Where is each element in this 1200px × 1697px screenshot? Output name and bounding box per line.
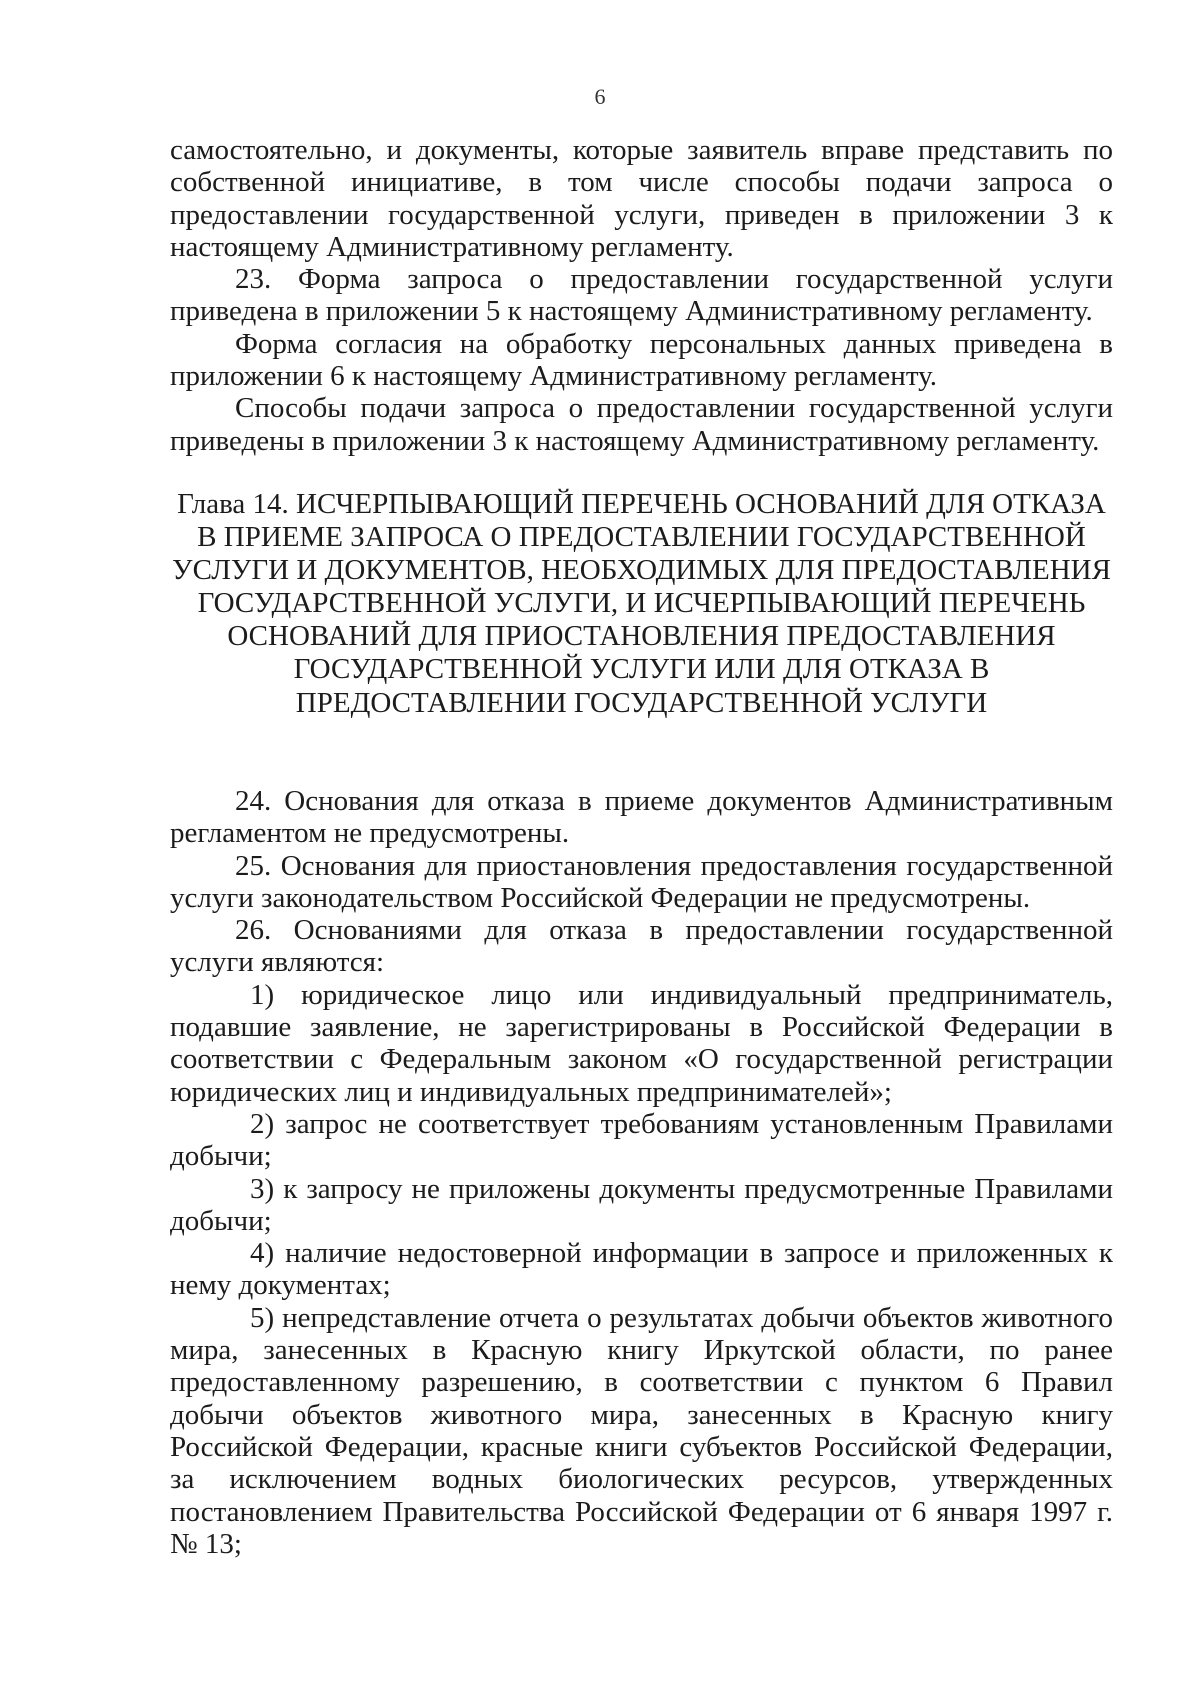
paragraph-24: 24. Основания для отказа в приеме документов Административным регламентом не предусмотрены.: [170, 785, 1113, 850]
chapter-heading: Глава 14. ИСЧЕРПЫВАЮЩИЙ ПЕРЕЧЕНЬ ОСНОВАНИЙ ДЛЯ ОТКАЗА В ПРИЕМЕ ЗАПРОСА О ПРЕДОСТАВЛЕНИИ ГОСУДАРСТВЕННОЙ УСЛУГИ И ДОКУМЕНТОВ, НЕОБХОДИМЫХ ДЛЯ ПРЕДОСТАВЛЕНИЯ ГОСУДАРСТВЕННОЙ УСЛУГИ, И ИСЧЕРПЫВАЮЩИЙ ПЕРЕЧЕНЬ ОСНОВАНИЙ ДЛЯ ПРИОСТАНОВЛЕНИЯ ПРЕДОСТАВЛЕНИЯ ГОСУДАРСТВЕННОЙ УСЛУГИ ИЛИ ДЛЯ ОТКАЗА В ПРЕДОСТАВЛЕНИИ ГОСУДАРСТВЕННОЙ УСЛУГИ: [172, 488, 1111, 719]
paragraph-23: 23. Форма запроса о предоставлении государственной услуги приведена в приложении 5 к настоящему Административному регламенту.: [170, 263, 1113, 328]
list-item-4: 4) наличие недостоверной информации в запросе и приложенных к нему документах;: [170, 1237, 1113, 1302]
paragraph-26: 26. Основаниями для отказа в предоставлении государственной услуги являются:: [170, 914, 1113, 979]
paragraph-submission-methods: Способы подачи запроса о предоставлении государственной услуги приведены в приложении 3 к настоящему Административному регламенту.: [170, 392, 1113, 457]
text-block-top: [170, 134, 1113, 457]
list-item-1: 1) юридическое лицо или индивидуальный предприниматель, подавшие заявление, не зарегистрированы в Российской Федерации в соответствии с Федеральным законом «О государственной регистрации юридических лиц и индивидуальных предпринимателей»;: [170, 978, 1113, 1108]
list-item-3: 3) к запросу не приложены документы предусмотренные Правилами добычи;: [170, 1172, 1113, 1237]
list-item-5: 5) непредставление отчета о результатах добычи объектов животного мира, занесенных в Красную книгу Иркутской области, по ранее предоставленному разрешению, в соответствии с пунктом 6 Правил добычи объектов животного мира, занесенных в Красную книгу Российской Федерации, красные книги субъектов Российской Федерации, за исключением водных биологических ресурсов, утвержденных постановлением Правительства Российской Федерации от 6 января 1997 г. № 13;: [170, 1301, 1113, 1560]
list-item-2: 2) запрос не соответствует требованиям установленным Правилами добычи;: [170, 1107, 1113, 1173]
paragraph-25: 25. Основания для приостановления предоставления государственной услуги законодательством Российской Федерации не предусмотрены.: [170, 849, 1113, 914]
paragraph-continuation: самостоятельно, и документы, которые заявитель вправе представить по собственной инициативе, в том числе способы подачи запроса о предоставлении государственной услуги, приведен в приложении 3 к настоящему Административному регламенту.: [170, 134, 1113, 263]
text-block-bottom: [170, 785, 1113, 1560]
paragraph-consent-form: Форма согласия на обработку персональных данных приведена в приложении 6 к настоящему Административному регламенту.: [170, 327, 1113, 393]
page-number: 6: [594, 84, 606, 109]
